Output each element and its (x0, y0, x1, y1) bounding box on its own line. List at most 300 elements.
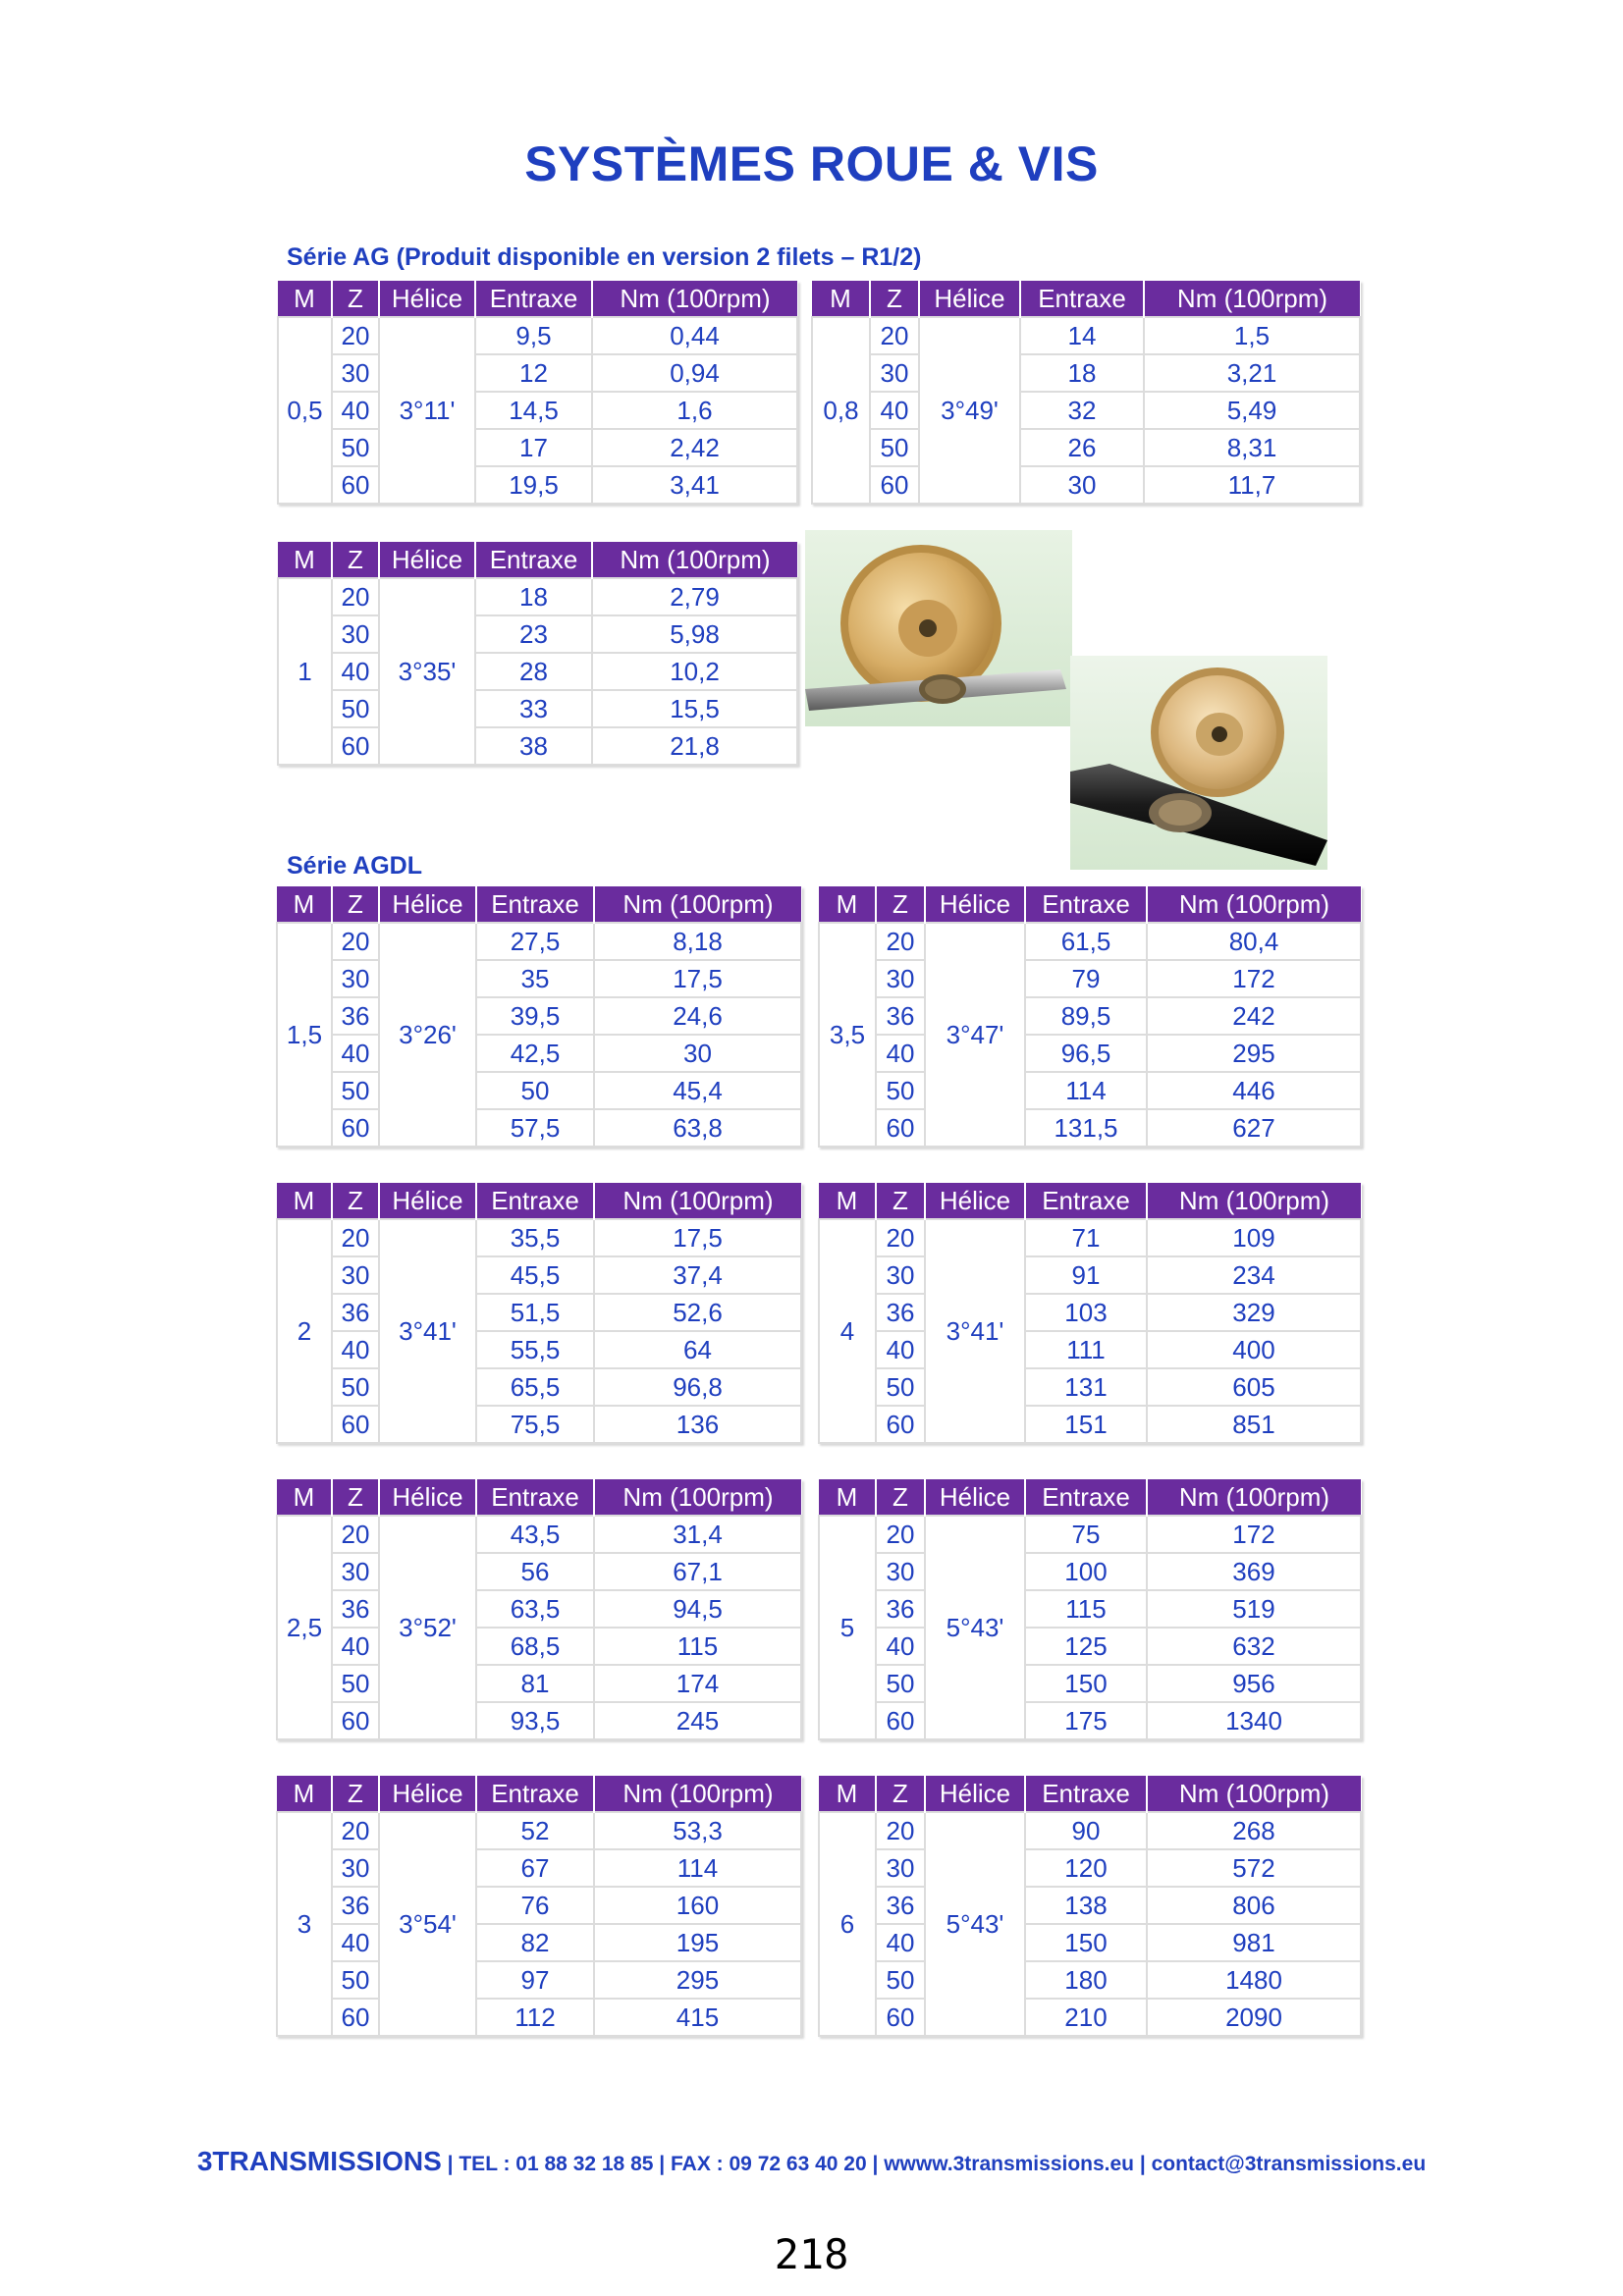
module-cell: 5 (819, 1516, 876, 1739)
torque-cell: 1,6 (592, 392, 797, 429)
torque-cell: 172 (1147, 960, 1361, 997)
table-header-row (819, 886, 1361, 923)
center-distance-cell: 96,5 (1025, 1035, 1147, 1072)
header-nm: Nm (100rpm) (594, 1479, 801, 1516)
spec-table (818, 1183, 1362, 1444)
torque-cell: 63,8 (594, 1109, 801, 1147)
teeth-cell: 60 (870, 466, 919, 504)
teeth-cell: 60 (876, 1406, 925, 1443)
helix-cell: 5°43' (925, 1812, 1025, 2036)
module-cell: 4 (819, 1219, 876, 1443)
teeth-cell: 40 (332, 1924, 379, 1961)
header-helice: Hélice (379, 1479, 476, 1516)
spec-table (818, 886, 1362, 1148)
teeth-cell: 60 (332, 1406, 379, 1443)
torque-cell: 605 (1147, 1368, 1361, 1406)
torque-cell: 295 (1147, 1035, 1361, 1072)
teeth-cell: 20 (332, 1516, 379, 1553)
center-distance-cell: 120 (1025, 1849, 1147, 1887)
spec-table (811, 281, 1361, 505)
torque-cell: 30 (594, 1035, 801, 1072)
center-distance-cell: 32 (1020, 392, 1144, 429)
header-m: M (277, 1183, 332, 1219)
footer-tel: TEL : 01 88 32 18 85 (459, 2153, 654, 2175)
section-title-ag: Série AG (Produit disponible en version 2 filets – R1/2) (287, 243, 922, 271)
table-row (812, 354, 1360, 392)
torque-cell: 195 (594, 1924, 801, 1961)
torque-cell: 17,5 (594, 960, 801, 997)
teeth-cell: 50 (876, 1368, 925, 1406)
center-distance-cell: 81 (476, 1665, 594, 1702)
center-distance-cell: 27,5 (476, 923, 594, 960)
table-row (277, 1590, 801, 1628)
center-distance-cell: 76 (476, 1887, 594, 1924)
center-distance-cell: 38 (475, 727, 592, 765)
center-distance-cell: 39,5 (476, 997, 594, 1035)
footer-separator: | (447, 2153, 460, 2175)
table-row (819, 1590, 1361, 1628)
footer-fax: FAX : 09 72 63 40 20 (671, 2153, 867, 2175)
torque-cell: 5,98 (592, 615, 797, 653)
teeth-cell: 36 (876, 1590, 925, 1628)
center-distance-cell: 115 (1025, 1590, 1147, 1628)
header-m: M (277, 1479, 332, 1516)
table-row (278, 690, 797, 727)
teeth-cell: 50 (876, 1072, 925, 1109)
module-cell: 3 (277, 1812, 332, 2036)
helix-cell: 3°54' (379, 1812, 476, 2036)
center-distance-cell: 100 (1025, 1553, 1147, 1590)
teeth-cell: 30 (876, 1256, 925, 1294)
center-distance-cell: 35,5 (476, 1219, 594, 1256)
header-nm: Nm (100rpm) (1147, 1479, 1361, 1516)
center-distance-cell: 43,5 (476, 1516, 594, 1553)
table-row (277, 960, 801, 997)
torque-cell: 806 (1147, 1887, 1361, 1924)
header-entraxe: Entraxe (475, 542, 592, 578)
center-distance-cell: 45,5 (476, 1256, 594, 1294)
torque-cell: 369 (1147, 1553, 1361, 1590)
teeth-cell: 60 (332, 466, 379, 504)
torque-cell: 94,5 (594, 1590, 801, 1628)
table-row (277, 1109, 801, 1147)
footer-brand: 3TRANSMISSIONS (196, 2146, 442, 2176)
teeth-cell: 36 (876, 1294, 925, 1331)
center-distance-cell: 52 (476, 1812, 594, 1849)
table-row (277, 1999, 801, 2036)
table-row (277, 923, 801, 960)
header-helice: Hélice (925, 1776, 1025, 1812)
helix-cell: 5°43' (925, 1516, 1025, 1739)
center-distance-cell: 90 (1025, 1812, 1147, 1849)
center-distance-cell: 112 (476, 1999, 594, 2036)
center-distance-cell: 111 (1025, 1331, 1147, 1368)
table-row (819, 1553, 1361, 1590)
table-row (812, 317, 1360, 354)
torque-cell: 981 (1147, 1924, 1361, 1961)
module-cell: 6 (819, 1812, 876, 2036)
torque-cell: 245 (594, 1702, 801, 1739)
torque-cell: 80,4 (1147, 923, 1361, 960)
header-nm: Nm (100rpm) (594, 1776, 801, 1812)
center-distance-cell: 82 (476, 1924, 594, 1961)
table-row (812, 466, 1360, 504)
table-header-row (277, 886, 801, 923)
header-helice: Hélice (925, 1479, 1025, 1516)
module-cell: 0,8 (812, 317, 870, 504)
header-m: M (819, 1183, 876, 1219)
torque-cell: 114 (594, 1849, 801, 1887)
center-distance-cell: 19,5 (475, 466, 592, 504)
center-distance-cell: 150 (1025, 1665, 1147, 1702)
spec-table (276, 886, 802, 1148)
center-distance-cell: 57,5 (476, 1109, 594, 1147)
table-row (277, 1331, 801, 1368)
center-distance-cell: 63,5 (476, 1590, 594, 1628)
helix-cell: 3°35' (379, 578, 475, 765)
teeth-cell: 30 (876, 1849, 925, 1887)
teeth-cell: 40 (332, 1331, 379, 1368)
table-row (277, 997, 801, 1035)
teeth-cell: 36 (332, 1590, 379, 1628)
table-row (277, 1256, 801, 1294)
table-row (278, 317, 797, 354)
center-distance-cell: 14 (1020, 317, 1144, 354)
header-entraxe: Entraxe (476, 1776, 594, 1812)
torque-cell: 21,8 (592, 727, 797, 765)
torque-cell: 415 (594, 1999, 801, 2036)
teeth-cell: 60 (876, 1702, 925, 1739)
table-row (819, 923, 1361, 960)
center-distance-cell: 131,5 (1025, 1109, 1147, 1147)
torque-cell: 10,2 (592, 653, 797, 690)
table-row (819, 1072, 1361, 1109)
table-header-row (277, 1183, 801, 1219)
torque-cell: 242 (1147, 997, 1361, 1035)
torque-cell: 400 (1147, 1331, 1361, 1368)
teeth-cell: 50 (876, 1961, 925, 1999)
table-row (277, 1665, 801, 1702)
footer-separator: | (659, 2153, 671, 2175)
table-row (277, 1849, 801, 1887)
torque-cell: 851 (1147, 1406, 1361, 1443)
teeth-cell: 40 (876, 1035, 925, 1072)
page-title: SYSTÈMES ROUE & VIS (524, 136, 1099, 191)
header-m: M (278, 281, 332, 317)
teeth-cell: 20 (876, 1219, 925, 1256)
footer-website-link[interactable]: wwww.3transmissions.eu (884, 2153, 1135, 2175)
table-row (277, 1924, 801, 1961)
header-entraxe: Entraxe (476, 886, 594, 923)
teeth-cell: 50 (870, 429, 919, 466)
helix-cell: 3°52' (379, 1516, 476, 1739)
teeth-cell: 50 (332, 690, 379, 727)
header-m: M (278, 542, 332, 578)
center-distance-cell: 33 (475, 690, 592, 727)
header-nm: Nm (100rpm) (1147, 886, 1361, 923)
worm-gear-photo-small (805, 530, 1072, 726)
header-z: Z (332, 1776, 379, 1812)
torque-cell: 8,31 (1144, 429, 1360, 466)
table-header-row (819, 1183, 1361, 1219)
header-helice: Hélice (379, 281, 475, 317)
torque-cell: 2,79 (592, 578, 797, 615)
header-helice: Hélice (925, 886, 1025, 923)
module-cell: 2,5 (277, 1516, 332, 1739)
teeth-cell: 50 (332, 1368, 379, 1406)
teeth-cell: 40 (870, 392, 919, 429)
center-distance-cell: 28 (475, 653, 592, 690)
table-row (277, 1035, 801, 1072)
table-row (277, 1294, 801, 1331)
torque-cell: 11,7 (1144, 466, 1360, 504)
table-row (819, 1516, 1361, 1553)
center-distance-cell: 61,5 (1025, 923, 1147, 960)
table-row (819, 1887, 1361, 1924)
table-row (819, 1924, 1361, 1961)
teeth-cell: 20 (876, 1812, 925, 1849)
teeth-cell: 36 (876, 997, 925, 1035)
table-row (277, 1553, 801, 1590)
module-cell: 1 (278, 578, 332, 765)
footer-contact (0, 2146, 1623, 2177)
helix-cell: 3°41' (925, 1219, 1025, 1443)
torque-cell: 172 (1147, 1516, 1361, 1553)
table-row (819, 1999, 1361, 2036)
spec-table (276, 1183, 802, 1444)
worm-gear-photo-large (1070, 656, 1327, 870)
center-distance-cell: 150 (1025, 1924, 1147, 1961)
center-distance-cell: 30 (1020, 466, 1144, 504)
torque-cell: 96,8 (594, 1368, 801, 1406)
table-row (819, 1812, 1361, 1849)
center-distance-cell: 18 (1020, 354, 1144, 392)
header-m: M (819, 1479, 876, 1516)
teeth-cell: 30 (332, 354, 379, 392)
header-z: Z (332, 542, 379, 578)
torque-cell: 8,18 (594, 923, 801, 960)
table-row (277, 1812, 801, 1849)
teeth-cell: 40 (876, 1628, 925, 1665)
footer-separator: | (872, 2153, 885, 2175)
center-distance-cell: 89,5 (1025, 997, 1147, 1035)
spec-table (818, 1479, 1362, 1740)
header-m: M (277, 1776, 332, 1812)
footer-email-link[interactable]: contact@3transmissions.eu (1151, 2153, 1427, 2175)
center-distance-cell: 210 (1025, 1999, 1147, 2036)
table-row (278, 653, 797, 690)
torque-cell: 3,41 (592, 466, 797, 504)
torque-cell: 67,1 (594, 1553, 801, 1590)
teeth-cell: 40 (876, 1331, 925, 1368)
table-row (277, 1961, 801, 1999)
table-row (819, 1849, 1361, 1887)
teeth-cell: 20 (332, 1812, 379, 1849)
table-row (819, 960, 1361, 997)
helix-cell: 3°47' (925, 923, 1025, 1147)
center-distance-cell: 71 (1025, 1219, 1147, 1256)
table-row (819, 1331, 1361, 1368)
torque-cell: 174 (594, 1665, 801, 1702)
helix-cell: 3°11' (379, 317, 475, 504)
center-distance-cell: 131 (1025, 1368, 1147, 1406)
teeth-cell: 30 (332, 1553, 379, 1590)
center-distance-cell: 67 (476, 1849, 594, 1887)
table-row (277, 1628, 801, 1665)
header-entraxe: Entraxe (1020, 281, 1144, 317)
table-row (277, 1368, 801, 1406)
helix-cell: 3°26' (379, 923, 476, 1147)
table-row (819, 1035, 1361, 1072)
center-distance-cell: 175 (1025, 1702, 1147, 1739)
center-distance-cell: 75 (1025, 1516, 1147, 1553)
table-row (819, 997, 1361, 1035)
center-distance-cell: 50 (476, 1072, 594, 1109)
table-row (819, 1256, 1361, 1294)
header-z: Z (876, 886, 925, 923)
header-nm: Nm (100rpm) (592, 281, 797, 317)
teeth-cell: 50 (876, 1665, 925, 1702)
teeth-cell: 30 (876, 960, 925, 997)
spec-table (277, 281, 798, 505)
teeth-cell: 60 (876, 1999, 925, 2036)
teeth-cell: 36 (876, 1887, 925, 1924)
header-entraxe: Entraxe (476, 1479, 594, 1516)
teeth-cell: 30 (332, 1256, 379, 1294)
header-helice: Hélice (379, 1776, 476, 1812)
table-header-row (278, 281, 797, 317)
center-distance-cell: 42,5 (476, 1035, 594, 1072)
header-nm: Nm (100rpm) (1147, 1776, 1361, 1812)
table-row (278, 466, 797, 504)
header-z: Z (332, 1479, 379, 1516)
torque-cell: 1340 (1147, 1702, 1361, 1739)
torque-cell: 0,94 (592, 354, 797, 392)
teeth-cell: 30 (876, 1553, 925, 1590)
module-cell: 0,5 (278, 317, 332, 504)
teeth-cell: 60 (876, 1109, 925, 1147)
teeth-cell: 50 (332, 1665, 379, 1702)
center-distance-cell: 125 (1025, 1628, 1147, 1665)
center-distance-cell: 97 (476, 1961, 594, 1999)
teeth-cell: 40 (876, 1924, 925, 1961)
center-distance-cell: 79 (1025, 960, 1147, 997)
spec-table (277, 542, 798, 766)
teeth-cell: 40 (332, 1628, 379, 1665)
spec-table (818, 1776, 1362, 2037)
teeth-cell: 50 (332, 1961, 379, 1999)
teeth-cell: 20 (876, 1516, 925, 1553)
header-entraxe: Entraxe (476, 1183, 594, 1219)
torque-cell: 234 (1147, 1256, 1361, 1294)
center-distance-cell: 26 (1020, 429, 1144, 466)
header-helice: Hélice (925, 1183, 1025, 1219)
teeth-cell: 40 (332, 392, 379, 429)
table-row (819, 1702, 1361, 1739)
teeth-cell: 60 (332, 1109, 379, 1147)
teeth-cell: 30 (332, 615, 379, 653)
torque-cell: 15,5 (592, 690, 797, 727)
header-entraxe: Entraxe (1025, 1776, 1147, 1812)
section-title-agdl: Série AGDL (287, 852, 423, 880)
table-row (819, 1406, 1361, 1443)
header-nm: Nm (100rpm) (592, 542, 797, 578)
teeth-cell: 20 (332, 1219, 379, 1256)
spec-table (276, 1479, 802, 1740)
teeth-cell: 36 (332, 1294, 379, 1331)
table-row (277, 1887, 801, 1924)
torque-cell: 446 (1147, 1072, 1361, 1109)
torque-cell: 0,44 (592, 317, 797, 354)
header-z: Z (876, 1776, 925, 1812)
teeth-cell: 40 (332, 1035, 379, 1072)
center-distance-cell: 75,5 (476, 1406, 594, 1443)
center-distance-cell: 68,5 (476, 1628, 594, 1665)
teeth-cell: 60 (332, 1999, 379, 2036)
torque-cell: 17,5 (594, 1219, 801, 1256)
torque-cell: 64 (594, 1331, 801, 1368)
teeth-cell: 30 (870, 354, 919, 392)
center-distance-cell: 93,5 (476, 1702, 594, 1739)
table-row (819, 1219, 1361, 1256)
teeth-cell: 60 (332, 1702, 379, 1739)
teeth-cell: 36 (332, 997, 379, 1035)
center-distance-cell: 12 (475, 354, 592, 392)
center-distance-cell: 114 (1025, 1072, 1147, 1109)
table-header-row (277, 1479, 801, 1516)
header-m: M (277, 886, 332, 923)
header-entraxe: Entraxe (1025, 1183, 1147, 1219)
center-distance-cell: 91 (1025, 1256, 1147, 1294)
center-distance-cell: 180 (1025, 1961, 1147, 1999)
header-m: M (819, 1776, 876, 1812)
table-header-row (278, 542, 797, 578)
torque-cell: 3,21 (1144, 354, 1360, 392)
teeth-cell: 20 (332, 317, 379, 354)
teeth-cell: 20 (876, 923, 925, 960)
center-distance-cell: 35 (476, 960, 594, 997)
teeth-cell: 30 (332, 1849, 379, 1887)
table-row (812, 429, 1360, 466)
torque-cell: 329 (1147, 1294, 1361, 1331)
center-distance-cell: 55,5 (476, 1331, 594, 1368)
torque-cell: 956 (1147, 1665, 1361, 1702)
center-distance-cell: 18 (475, 578, 592, 615)
torque-cell: 31,4 (594, 1516, 801, 1553)
torque-cell: 2,42 (592, 429, 797, 466)
table-row (819, 1628, 1361, 1665)
header-nm: Nm (100rpm) (1147, 1183, 1361, 1219)
header-z: Z (332, 886, 379, 923)
torque-cell: 572 (1147, 1849, 1361, 1887)
table-row (278, 429, 797, 466)
header-m: M (812, 281, 870, 317)
center-distance-cell: 23 (475, 615, 592, 653)
torque-cell: 37,4 (594, 1256, 801, 1294)
torque-cell: 109 (1147, 1219, 1361, 1256)
table-row (278, 354, 797, 392)
footer-separator: | (1139, 2153, 1152, 2175)
header-nm: Nm (100rpm) (594, 886, 801, 923)
teeth-cell: 60 (332, 727, 379, 765)
spec-table (276, 1776, 802, 2037)
table-row (819, 1368, 1361, 1406)
torque-cell: 52,6 (594, 1294, 801, 1331)
center-distance-cell: 65,5 (476, 1368, 594, 1406)
header-z: Z (876, 1479, 925, 1516)
header-entraxe: Entraxe (1025, 886, 1147, 923)
teeth-cell: 30 (332, 960, 379, 997)
